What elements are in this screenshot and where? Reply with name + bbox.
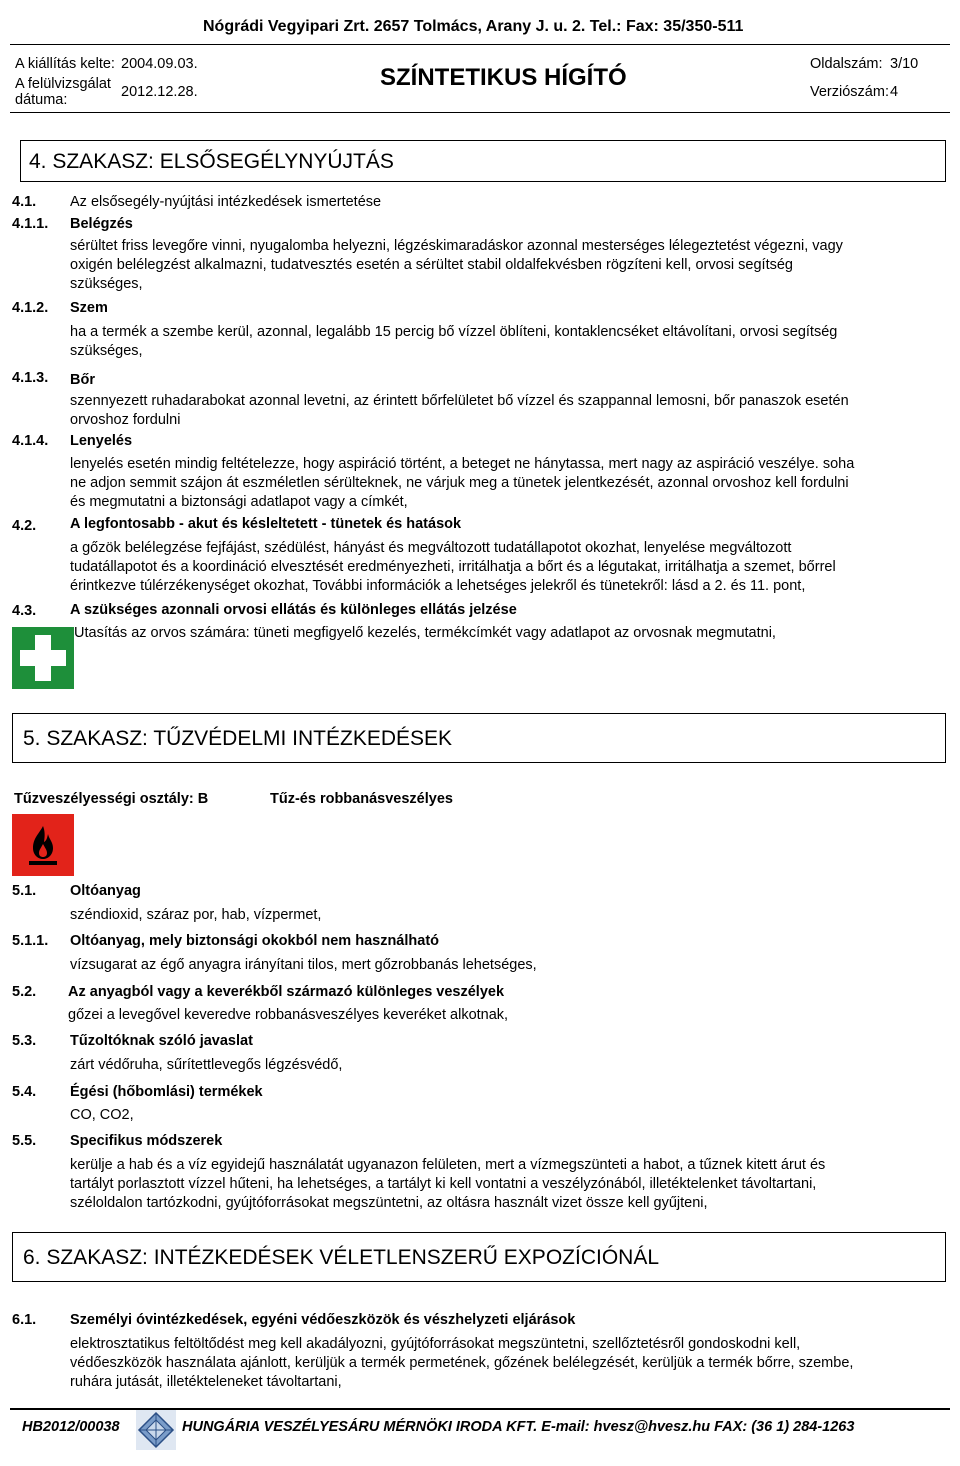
s412-text-1: ha a termék a szembe kerül, azonnal, legalább 15 percig bő vízzel öblíteni, kontaklencséket eltávolítani, orvosi segítség xyxy=(70,324,838,340)
section-5-title: 5. SZAKASZ: TŰZVÉDELMI INTÉZKEDÉSEK xyxy=(23,727,453,750)
revision-label-2: dátuma: xyxy=(15,92,68,108)
section-4-header-box xyxy=(20,140,946,182)
s411-text-1: sérültet friss levegőre vinni, nyugalomba helyezni, légzéskimaradáskor azonnal mesterséges lélegeztetést végezni, vagy xyxy=(70,238,843,254)
footer-code: HB2012/00038 xyxy=(22,1419,120,1435)
revision-label-1: A felülvizsgálat xyxy=(15,76,111,92)
s41-title: Az elsősegély-nyújtási intézkedések ismertetése xyxy=(70,194,382,210)
s53-text: zárt védőruha, sűrítettlevegős légzésvédő, xyxy=(70,1057,343,1073)
s61-num: 6.1. xyxy=(12,1312,37,1328)
s42-text-3: érintkezve túlérzékenységet okozhat, További információk a lehetséges jelekről és tünetekről: lásd a 2. és 11. pont, xyxy=(70,578,806,594)
s54-title: Égési (hőbomlási) termékek xyxy=(70,1084,263,1100)
page-value: 3/10 xyxy=(890,56,919,72)
company-logo-icon xyxy=(136,1410,176,1450)
s55-num: 5.5. xyxy=(12,1133,37,1149)
revision-date: 2012.12.28. xyxy=(121,84,198,100)
section-5-header-box xyxy=(12,713,946,763)
company-line: Nógrádi Vegyipari Zrt. 2657 Tolmács, Arany J. u. 2. Tel.: Fax: 35/350-511 xyxy=(203,18,744,35)
s413-num: 4.1.3. xyxy=(12,370,49,386)
s51-title: Oltóanyag xyxy=(70,883,141,899)
s55-title: Specifikus módszerek xyxy=(70,1133,223,1149)
s412-title: Szem xyxy=(70,300,108,316)
issue-date-label: A kiállítás kelte: xyxy=(15,56,115,72)
s411-text-3: szükséges, xyxy=(70,276,143,292)
s511-num: 5.1.1. xyxy=(12,933,49,949)
s411-title: Belégzés xyxy=(70,216,133,232)
s511-text: vízsugarat az égő anyagra irányítani tilos, mert gőzrobbanás lehetséges, xyxy=(70,957,537,973)
s42-num: 4.2. xyxy=(12,518,37,534)
s42-text-1: a gőzök belélegzése fejfájást, szédülést, hányást és megváltozott tudatállapotot okozhat, lenyelése megváltozott xyxy=(70,540,792,556)
s61-title: Személyi óvintézkedések, egyéni védőeszközök és vészhelyzeti eljárások xyxy=(70,1312,576,1328)
s53-num: 5.3. xyxy=(12,1033,37,1049)
s61-text-3: ruhára jutását, illetékteleneket távoltartani, xyxy=(70,1374,342,1390)
s53-title: Tűzoltóknak szóló javaslat xyxy=(70,1033,253,1049)
s43-num: 4.3. xyxy=(12,603,37,619)
product-title: SZÍNTETIKUS HÍGÍTÓ xyxy=(380,64,627,91)
section-4-title: 4. SZAKASZ: ELSŐSEGÉLYNYÚJTÁS xyxy=(29,150,394,173)
header-top-rule xyxy=(10,44,950,45)
fire-class-label: Tűzveszélyességi osztály: B xyxy=(14,791,209,807)
s414-text-2: ne adjon semmit szájon át eszméletlen sérülteknek, ne várjuk meg a tünetek jelentkezését, azonnal orvoshoz kell fordulni xyxy=(70,475,849,491)
s414-text-3: és megmutatni a biztonsági adatlapot vagy a címkét, xyxy=(70,494,408,510)
s413-text-1: szennyezett ruhadarabokat azonnal levetni, az érintett bőrfelületet bő vízzel és szappannal lemosni, bőr panaszok esetén xyxy=(70,393,849,409)
header-bottom-rule xyxy=(10,112,950,113)
s61-text-2: védőeszközök használata ajánlott, kerüljük a termék permetének, gőzének belélegzését, kerüljük a termék bőrre, szembe, xyxy=(70,1355,854,1371)
version-value: 4 xyxy=(890,84,899,100)
s412-num: 4.1.2. xyxy=(12,300,49,316)
s52-text: gőzei a levegővel keveredve robbanásveszélyes keveréket alkotnak, xyxy=(68,1007,509,1023)
first-aid-cross-icon xyxy=(12,627,74,689)
s43-title: A szükséges azonnali orvosi ellátás és különleges ellátás jelzése xyxy=(70,602,517,618)
section-6-header-box xyxy=(12,1232,946,1282)
s54-num: 5.4. xyxy=(12,1084,37,1100)
flame-hazard-icon xyxy=(12,814,74,876)
s413-title: Bőr xyxy=(70,372,95,388)
s414-text-1: lenyelés esetén mindig feltételezze, hogy aspiráció történt, a beteget ne hánytassa, mert nagy az aspiráció veszélye. soha xyxy=(70,456,855,472)
s51-text: széndioxid, száraz por, hab, vízpermet, xyxy=(70,907,322,923)
s411-num: 4.1.1. xyxy=(12,216,49,232)
s55-text-3: széloldalon tartózkodni, gyújtóforrásokat megszüntetni, az oltásra használt vizet össze kell gyűjteni, xyxy=(70,1195,708,1211)
s55-text-2: tartályt porlasztott vízzel hűteni, ha lehetséges, a tartályt ki kell vontatni a veszélyzónából, illetéktelenket távoltartani, xyxy=(70,1176,817,1192)
s414-num: 4.1.4. xyxy=(12,433,49,449)
s511-title: Oltóanyag, mely biztonsági okokból nem használható xyxy=(70,933,440,949)
s52-num: 5.2. xyxy=(12,984,37,1000)
s61-text-1: elektrosztatikus feltöltődést meg kell akadályozni, gyújtóforrásokat megszüntetni, szellőztetésről gondoskodni kell, xyxy=(70,1336,801,1352)
s411-text-2: oxigén belélegzést alkalmazni, tudatvesztés esetén a sérültet stabil oldalfekvésben rögzíteni kell, orvosi segítség xyxy=(70,257,793,273)
version-label: Verziószám: xyxy=(810,84,889,100)
s414-title: Lenyelés xyxy=(70,433,133,449)
s42-text-2: tudatállapotot és a koordináció elvesztését eredményezheti, irritálhatja a bőrt és a légutakat, irritálhatja a szemet, bőrrel xyxy=(70,559,836,575)
s43-text: Utasítás az orvos számára: tüneti megfigyelő kezelés, termékcímkét vagy adatlapot az orvosnak megmutatni, xyxy=(74,625,776,641)
s42-title: A legfontosabb - akut és késleltetett - tünetek és hatások xyxy=(70,516,462,532)
s412-text-2: szükséges, xyxy=(70,343,143,359)
fire-class-desc: Tűz-és robbanásveszélyes xyxy=(270,791,453,807)
section-6-title: 6. SZAKASZ: INTÉZKEDÉSEK VÉLETLENSZERŰ EXPOZÍCIÓNÁL xyxy=(23,1246,659,1269)
s55-text-1: kerülje a hab és a víz egyidejű használatát ugyanazon felületen, mert a vízmegszünteti a habot, a tűznek kitett árut és xyxy=(70,1157,826,1173)
s41-num: 4.1. xyxy=(12,194,37,210)
s51-num: 5.1. xyxy=(12,883,37,899)
s413-text-2: orvoshoz fordulni xyxy=(70,412,181,428)
footer-text: HUNGÁRIA VESZÉLYESÁRU MÉRNÖKI IRODA KFT. E-mail: hvesz@hvesz.hu FAX: (36 1) 284-1263 xyxy=(182,1419,855,1435)
s54-text: CO, CO2, xyxy=(70,1107,134,1123)
page-label: Oldalszám: xyxy=(810,56,883,72)
s52-title: Az anyagból vagy a keverékből származó különleges veszélyek xyxy=(68,984,505,1000)
issue-date: 2004.09.03. xyxy=(121,56,198,72)
